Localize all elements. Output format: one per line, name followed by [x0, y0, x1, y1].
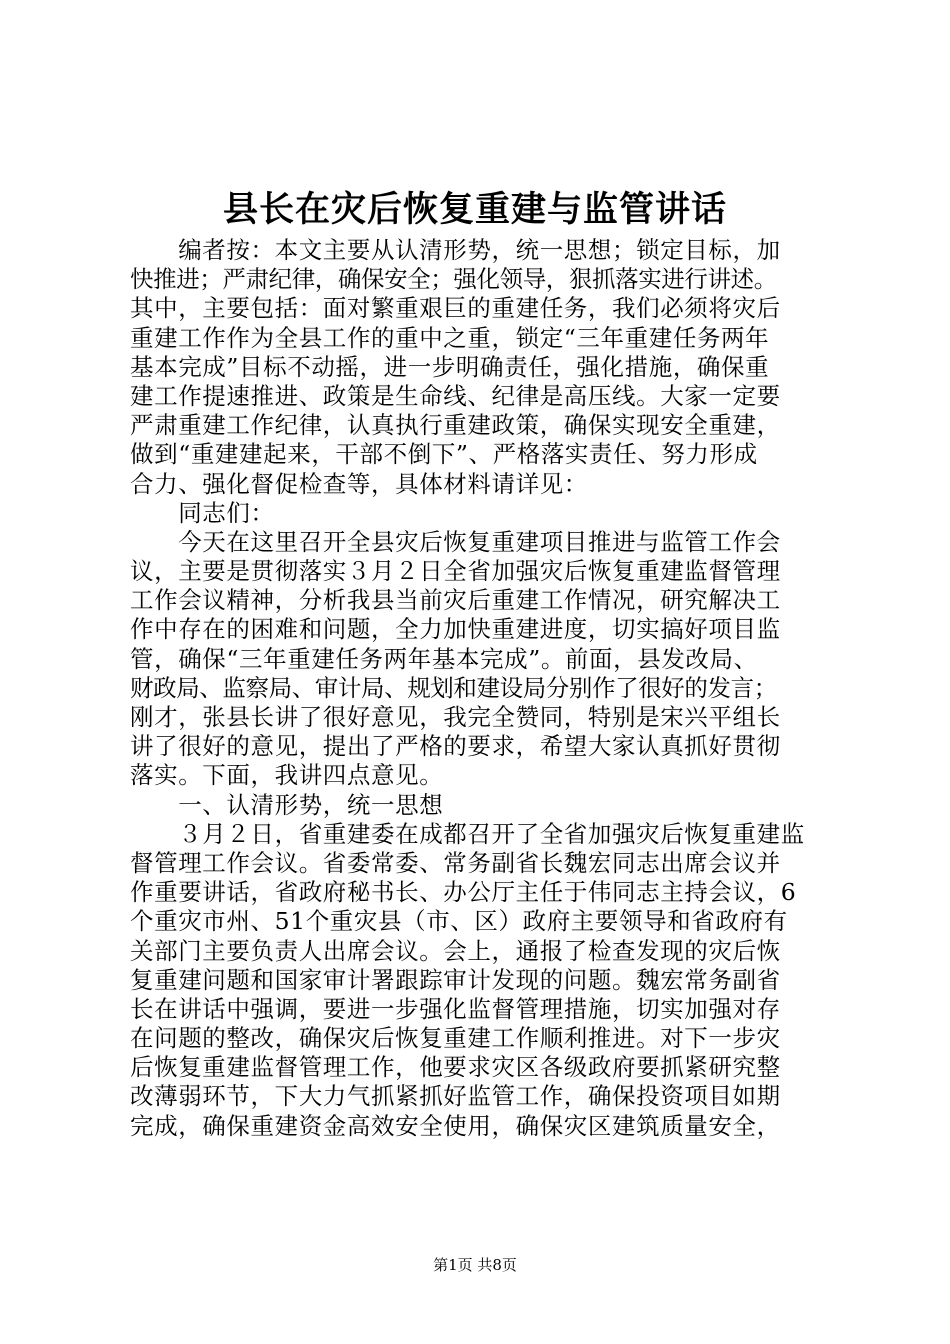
text-line: 作中存在的困难和问题，全力加快重建进度，切实搞好项目监 — [130, 615, 781, 644]
document-title: 县长在灾后恢复重建与监管讲话 — [222, 189, 727, 230]
section-heading: 一、认清形势，统一思想 — [130, 790, 444, 819]
text-line: 刚才，张县长讲了很好意见，我完全赞同，特别是宋兴平组长 — [130, 703, 781, 731]
document-body — [130, 236, 830, 1141]
text-line: 重建工作作为全县工作的重中之重，锁定“三年重建任务两年 — [130, 323, 770, 352]
text-line: 作重要讲话，省政府秘书长、办公厅主任于伟同志主持会议，6 — [130, 878, 797, 907]
text-line: 快推进；严肃纪律，确保安全；强化领导，狠抓落实进行讲述。 — [130, 265, 777, 294]
text-line: 编者按：本文主要从认清形势，统一思想；锁定目标，加 — [130, 236, 781, 264]
text-line: 复重建问题和国家审计署跟踪审计发现的问题。魏宏常务副省 — [130, 965, 781, 994]
text-line: 督管理工作会议。省委常委、常务副省长魏宏同志出席会议并 — [130, 848, 781, 877]
text-line: 财政局、监察局、审计局、规划和建设局分别作了很好的发言； — [130, 673, 777, 702]
text-line: 个重灾市州、51个重灾县（市、区）政府主要领导和省政府有 — [130, 907, 788, 936]
text-line: 做到“重建建起来，干部不倒下”、严格落实责任、努力形成 — [130, 440, 758, 469]
text-line: 严肃重建工作纪律，认真执行重建政策，确保实现安全重建， — [130, 411, 781, 440]
text-line: 议，主要是贯彻落实３月２日全省加强灾后恢复重建监督管理 — [130, 557, 781, 586]
page-number: 第1页 共8页 — [433, 1256, 517, 1274]
text-line: 改薄弱环节，下大力气抓紧抓好监管工作，确保投资项目如期 — [130, 1082, 781, 1111]
text-line: 合力、强化督促检查等，具体材料请详见： — [130, 469, 588, 498]
text-line: 在问题的整改，确保灾后恢复重建工作顺利推进。对下一步灾 — [130, 1024, 781, 1053]
text-line: 建工作提速推进、政策是生命线、纪律是高压线。大家一定要 — [130, 381, 781, 410]
text-line: 长在讲话中强调，要进一步强化监督管理措施，切实加强对存 — [130, 994, 781, 1023]
text-line: 后恢复重建监督管理工作，他要求灾区各级政府要抓紧研究整 — [130, 1053, 781, 1082]
text-line: 管，确保“三年重建任务两年基本完成”。前面，县发改局、 — [130, 644, 758, 673]
text-line: ３月２日，省重建委在成都召开了全省加强灾后恢复重建监 — [130, 819, 805, 848]
text-line: 其中，主要包括：面对繁重艰巨的重建任务，我们必须将灾后 — [130, 294, 781, 323]
text-line: 关部门主要负责人出席会议。会上，通报了检查发现的灾后恢 — [130, 936, 781, 965]
text-line: 今天在这里召开全县灾后恢复重建项目推进与监管工作会 — [130, 527, 781, 556]
text-line: 同志们： — [130, 498, 275, 527]
text-line: 讲了很好的意见，提出了严格的要求，希望大家认真抓好贯彻 — [130, 732, 781, 761]
text-line: 基本完成”目标不动摇，进一步明确责任，强化措施，确保重 — [130, 352, 770, 381]
text-line: 完成，确保重建资金高效安全使用，确保灾区建筑质量安全， — [130, 1111, 781, 1140]
text-line: 工作会议精神，分析我县当前灾后重建工作情况，研究解决工 — [130, 586, 781, 615]
text-line: 落实。下面，我讲四点意见。 — [130, 761, 444, 790]
